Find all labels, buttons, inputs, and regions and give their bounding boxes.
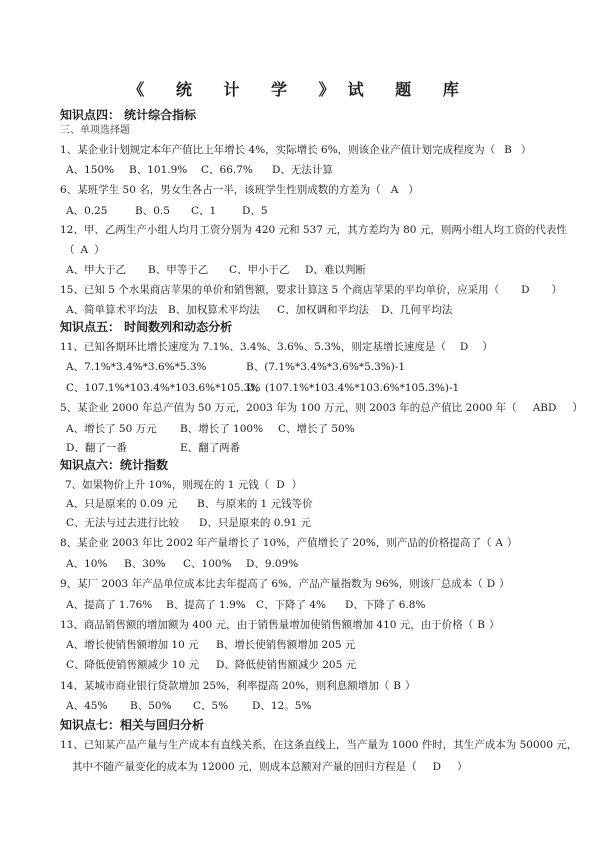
paren-close: ） bbox=[94, 244, 105, 256]
option: A、150% bbox=[66, 164, 115, 176]
option: C、甲小于乙 bbox=[229, 264, 290, 276]
option: D、9.09% bbox=[246, 558, 299, 570]
option: B、(7.1%*3.4%*3.6%*5.3%)-1 bbox=[246, 361, 406, 373]
option: B、提高了 1.9% bbox=[166, 599, 246, 611]
option: D、(107.1%*103.4%*103.6%*105.3%)-1 bbox=[246, 382, 460, 394]
section-heading-4: 知识点四： 统计综合指标 bbox=[60, 108, 197, 122]
option: B、增长了 100% bbox=[180, 423, 264, 435]
option: A、增长使销售额增加 10 元 bbox=[66, 639, 199, 651]
paren-close: ） bbox=[551, 284, 562, 296]
answer: B bbox=[504, 144, 512, 156]
option: A、0.25 bbox=[66, 205, 108, 217]
option: A、7.1%*3.4%*3.6%*5.3% bbox=[66, 361, 207, 373]
option: A、增长了 50 万元 bbox=[66, 423, 157, 435]
question-text: 11、已知某产品产量与生产成本有直线关系，在这条直线上，当产量为 1000 件时，其生产成本为 50000 元， bbox=[60, 739, 578, 751]
question-9 bbox=[60, 577, 510, 591]
option: C、无法与过去进行比较 bbox=[66, 517, 180, 529]
question-11 bbox=[60, 340, 493, 354]
paren-close: ） bbox=[572, 402, 583, 414]
paren-close: ） bbox=[520, 144, 532, 156]
option: A、简单算术平均法 bbox=[66, 304, 158, 316]
question-12-answer-line bbox=[64, 243, 105, 257]
option: D、下降了 6.8% bbox=[345, 599, 426, 611]
option: D、翻了一番 bbox=[66, 442, 127, 454]
answer: D bbox=[276, 479, 285, 491]
option: B、与原来的 1 元钱等价 bbox=[197, 498, 313, 510]
question-6 bbox=[60, 183, 419, 197]
option: C、加权调和平均法 bbox=[277, 304, 370, 316]
paren-close: ） bbox=[404, 680, 416, 692]
question-text: 11、已知各期环比增长速度为 7.1%、3.4%、3.6%、5.3%，则定基增长速度是（ bbox=[60, 341, 446, 353]
option: D、几何平均法 bbox=[381, 304, 453, 316]
option: B、加权算术平均法 bbox=[168, 304, 260, 316]
question-7 bbox=[65, 478, 302, 492]
question-text: 5、某企业 2000 年总产值为 50 万元，2003 年为 100 万元，则 2003 年的总产值比 2000 年（ bbox=[60, 402, 517, 414]
answer: A bbox=[495, 537, 503, 549]
question-11-regression-cont bbox=[72, 760, 468, 774]
question-text-cont: 其中不随产量变化的成本为 12000 元，则成本总额对产量的回归方程是（ bbox=[72, 761, 417, 773]
answer: D bbox=[521, 284, 530, 296]
answer: ABD bbox=[532, 402, 557, 414]
option: D、难以判断 bbox=[305, 264, 366, 276]
option: B、0.5 bbox=[135, 205, 170, 217]
answer: D bbox=[486, 578, 496, 590]
question-12 bbox=[60, 223, 567, 237]
question-text: 12、甲、乙两生产小组人均月工资分别为 420 元和 537 元，其方差均为 80 元，则两小组人均工资的代表性 bbox=[60, 224, 567, 236]
question-14 bbox=[60, 679, 415, 693]
paren-close: ） bbox=[506, 537, 518, 549]
paren-close: ） bbox=[499, 578, 510, 590]
option: C、5% bbox=[193, 700, 229, 712]
answer: D bbox=[432, 761, 441, 773]
option: C、下降了 4% bbox=[256, 599, 327, 611]
question-text: 13、商品销售额的增加额为 400 元，由于销售量增加使销售额增加 410 元，由于价格（ bbox=[60, 619, 474, 631]
section-heading-6: 知识点六：统计指数 bbox=[60, 458, 169, 472]
paren-open: （ bbox=[64, 244, 75, 256]
section-subheading: 三、单项选择题 bbox=[60, 125, 130, 136]
paren-close: ） bbox=[482, 341, 493, 353]
option: B、101.9% bbox=[129, 164, 188, 176]
question-text: 8、某企业 2003 年比 2002 年产量增长了 10%，产值增长了 20%，则产品的价格提高了（ bbox=[60, 537, 492, 549]
question-5 bbox=[60, 401, 583, 415]
option: C、66.7% bbox=[201, 164, 253, 176]
question-text: 14、某城市商业银行贷款增加 25%，利率提高 20%，则利息额增加（ bbox=[60, 680, 390, 692]
question-text: 7、如果物价上升 10%，则现在的 1 元钱（ bbox=[65, 479, 270, 491]
option: B、50% bbox=[130, 700, 172, 712]
option: B、30% bbox=[124, 558, 166, 570]
option: D、无法计算 bbox=[272, 164, 333, 176]
option: D、降低使销售额减少 205 元 bbox=[216, 659, 357, 671]
option: E、翻了两番 bbox=[180, 442, 241, 454]
question-text: 9、某厂 2003 年产品单位成本比去年提高了 6%，产品产量指数为 96%，则该厂总成本（ bbox=[60, 578, 483, 590]
answer: D bbox=[459, 341, 469, 353]
question-13 bbox=[60, 618, 500, 632]
question-text: 15、已知 5 个水果商店苹果的单价和销售额，要求计算这 5 个商店苹果的平均单价，应采用（ bbox=[60, 284, 500, 296]
option: A、10% bbox=[66, 558, 108, 570]
section-heading-7: 知识点七：相关与回归分析 bbox=[60, 718, 205, 732]
paren-close: ） bbox=[408, 184, 419, 196]
option: C、100% bbox=[183, 558, 232, 570]
paren-close: ） bbox=[457, 761, 468, 773]
option: A、只是原来的 0.09 元 bbox=[66, 498, 178, 510]
question-1 bbox=[60, 143, 531, 157]
paren-close: ） bbox=[489, 619, 500, 631]
question-text: 6、某班学生 50 名，男女生各占一半，该班学生性别成数的方差为（ bbox=[60, 184, 381, 196]
option: A、甲大于乙 bbox=[66, 264, 127, 276]
question-8 bbox=[60, 536, 517, 550]
option: B、增长使销售额增加 205 元 bbox=[216, 639, 356, 651]
option: A、提高了 1.76% bbox=[66, 599, 153, 611]
section-heading-5: 知识点五： 时间数列和动态分析 bbox=[60, 320, 233, 334]
option: D、只是原来的 0.91 元 bbox=[199, 517, 311, 529]
option: B、甲等于乙 bbox=[148, 264, 209, 276]
option: C、107.1%*103.4%*103.6%*105.3% bbox=[66, 382, 261, 394]
answer: A bbox=[390, 184, 399, 196]
question-text: 1、某企业计划规定本年产值比上年增长 4%，实际增长 6%，则该企业产值计划完成程度为（ bbox=[60, 144, 496, 156]
option: C、增长了 50% bbox=[278, 423, 355, 435]
option: C、降低使销售额减少 10 元 bbox=[66, 659, 200, 671]
question-11-regression bbox=[60, 738, 577, 752]
question-15 bbox=[60, 283, 562, 297]
option: D、5 bbox=[242, 205, 268, 217]
option: D、12。5% bbox=[252, 700, 312, 712]
page-title: 《 统 计 学 》试 题 库 bbox=[128, 80, 472, 99]
answer: B bbox=[393, 680, 401, 692]
option: A、45% bbox=[66, 700, 108, 712]
paren-close: ） bbox=[291, 479, 303, 491]
answer: B bbox=[477, 619, 486, 631]
option: C、1 bbox=[191, 205, 217, 217]
answer: A bbox=[80, 244, 89, 256]
